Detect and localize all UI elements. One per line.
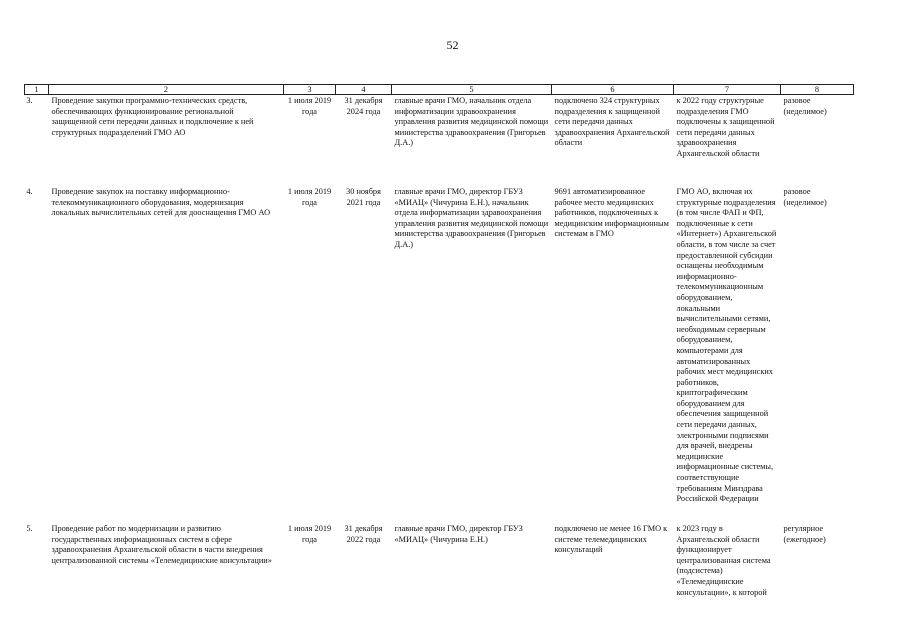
header-col-7: 7 <box>674 85 781 95</box>
header-col-8: 8 <box>781 85 854 95</box>
activities-table <box>24 84 854 598</box>
activity-type: регулярное (ежегодное) <box>783 524 826 544</box>
table-row <box>25 186 854 523</box>
end-date: 30 ноября 2021 года <box>346 187 381 207</box>
start-date: 1 июля 2019 года <box>287 524 332 544</box>
indicator: подключено 324 структурных подразделения к защищенной сети передачи данных здравоохранения Архангельской области <box>554 96 670 148</box>
activity-type: разовое (неделимое) <box>783 187 827 207</box>
header-col-3: 3 <box>284 85 336 95</box>
responsible: главные врачи ГМО, директор ГБУЗ «МИАЦ» (Чичурина Е.Н.) <box>394 524 523 544</box>
result: к 2022 году структурные подразделения ГМО подключены к защищенной сети передачи данных здравоохранения Архангельской области <box>676 96 775 158</box>
start-date: 1 июля 2019 года <box>287 96 332 116</box>
responsible: главные врачи ГМО, начальник отдела информатизации здравоохранения управления развития медицинской помощи министерства здравоохранения (Григорьев Д.А.) <box>394 96 549 148</box>
end-date: 31 декабря 2024 года <box>344 96 383 116</box>
responsible: главные врачи ГМО, директор ГБУЗ «МИАЦ» (Чичурина Е.Н.), начальник отдела информатизации здравоохранения управления развития медицинской помощи министерства здравоохранения (Григорьев Д.А.) <box>394 187 549 249</box>
header-col-2: 2 <box>49 85 284 95</box>
row-number: 4. <box>26 187 33 196</box>
row-number: 5. <box>26 524 33 533</box>
start-date: 1 июля 2019 года <box>287 187 332 207</box>
table-row <box>25 95 854 187</box>
result: к 2023 году в Архангельской области функционирует централизованная система (подсистема) «Телемедицинские консультации», к которой <box>676 524 771 597</box>
header-col-6: 6 <box>552 85 674 95</box>
activity-type: разовое (неделимое) <box>783 96 827 116</box>
row-number: 3. <box>26 96 33 105</box>
end-date: 31 декабря 2022 года <box>344 524 383 544</box>
table-row <box>25 523 854 598</box>
header-col-4: 4 <box>336 85 392 95</box>
activity-title: Проведение работ по модернизации и развитию государственных информационных систем в сфере здравоохранения Архангельской области в части внедрения централизованной системы «Телемедицинские консультации» <box>51 524 272 565</box>
header-row <box>25 85 854 95</box>
page-number: 52 <box>446 38 459 52</box>
header-col-1: 1 <box>25 85 49 95</box>
indicator: подключено не менее 16 ГМО к системе телемедицинских консультаций <box>554 524 668 555</box>
header-col-5: 5 <box>392 85 552 95</box>
indicator: 9691 автоматизированное рабочее место медицинских работников, подключенных к медицинским информационным системам в ГМО <box>554 187 669 239</box>
activity-title: Проведение закупки программно-технических средств, обеспечивающих функционирование региональной защищенной сети передачи данных и подключение к ней структурных подразделений ГМО АО <box>51 96 254 137</box>
activity-title: Проведение закупок на поставку информационно-телекоммуникационного оборудования, модернизация локальных вычислительных сетей для дооснащения ГМО АО <box>51 187 271 218</box>
result: ГМО АО, включая их структурные подразделения (в том числе ФАП и ФП, подключенные к сети «Интернет») Архангельской области, в том числе за счет предоставленной субсидии оснащены необходимым информационно-телекоммуникационным оборудованием, локальными вычислительными сетями, необходимым серверным оборудованием, компьютерами для автоматизированных рабочих мест медицинских работников, криптографическим оборудованием для обеспечения защищенной сети передачи данных, электронными подписями для врачей, внедрены медицинские информационные системы, соответствующие требованиям Минздрава Российской Федерации <box>676 187 777 504</box>
